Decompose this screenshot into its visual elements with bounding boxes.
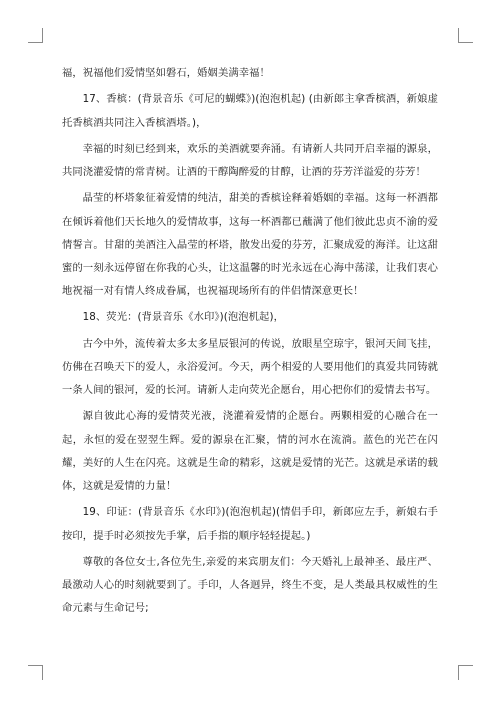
page-corner-mark-bottom-left: [28, 665, 43, 680]
page-corner-mark-top-right: [458, 28, 473, 43]
paragraph-item-17-heading: 17、香槟：(背景音乐《可尼的蝴蝶》)(泡泡机起) (由新郎主拿香槟酒，新娘虚托香槟酒共同注入香槟酒塔。)，: [62, 93, 438, 129]
page-corner-mark-bottom-right: [458, 665, 473, 680]
paragraph: 晶莹的杯塔象征着爱情的纯洁，甜美的香槟诠释着婚姻的幸福。这每一杯酒都在倾诉着他们天长地久的爱情故事，这每一杯酒都已蘸满了他们彼此忠贞不渝的爱情誓言。甘甜的美酒注入晶莹的杯塔，散发出爱的芬芳，汇聚成爱的海洋。让这甜蜜的一刻永远停留在你我的心头，让这温馨的时光永远在心海中荡漾，让我们衷心地祝福一对有情人终成眷属，也祝福现场所有的伴侣情深意更长！: [62, 192, 438, 298]
paragraph: 古今中外，流传着太多太多星辰银河的传说，放眼星空琼宇，银河天间飞挂，仿佛在召唤天下的爱人，永浴爱河。今天，两个相爱的人要用他们的真爱共同铸就一条人间的银河，爱的长河。请新人走向荧光企愿台，用心把你们的爱情去书写。: [62, 337, 438, 397]
paragraph-item-19-heading: 19、印证：(背景音乐《水印》)(泡泡机起)(情侣手印，新郎应左手，新娘右手按印，提手时必须按先手掌，后手指的顺序轻轻提起。): [62, 506, 438, 542]
paragraph: 幸福的时刻已经到来，欢乐的美酒就要奔涌。有请新人共同开启幸福的源泉，共同浇灌爱情的常青树。让酒的干醇陶醉爱的甘醇，让酒的芬芳洋溢爱的芬芳！: [62, 142, 438, 178]
document-body: [62, 62, 438, 624]
paragraph: 尊敬的各位女士,各位先生,亲爱的来宾朋友们：今天婚礼上最神圣、最庄严、最激动人心的时刻就要到了。手印，人各迥异，终生不变，是人类最具权威性的生命元素与生命记号;: [62, 555, 438, 615]
paragraph: 源自彼此心海的爱情荧光液，浇灌着爱情的企愿台。两颗相爱的心融合在一起，永恒的爱在翌翌生辉。爱的源泉在汇聚，情的河水在流淌。蓝色的光芒在闪耀，美好的人生在闪亮。这就是生命的精彩，这就是爱情的光芒。这就是承诺的载体，这就是爱情的力量！: [62, 410, 438, 493]
paragraph-continuation: 福，祝福他们爱情坚如磐石，婚姻美满幸福！: [62, 67, 270, 79]
paragraph-item-18-heading: 18、荧光：(背景音乐《水印》)(泡泡机起)，: [82, 311, 284, 324]
page-corner-mark-top-left: [28, 28, 43, 43]
